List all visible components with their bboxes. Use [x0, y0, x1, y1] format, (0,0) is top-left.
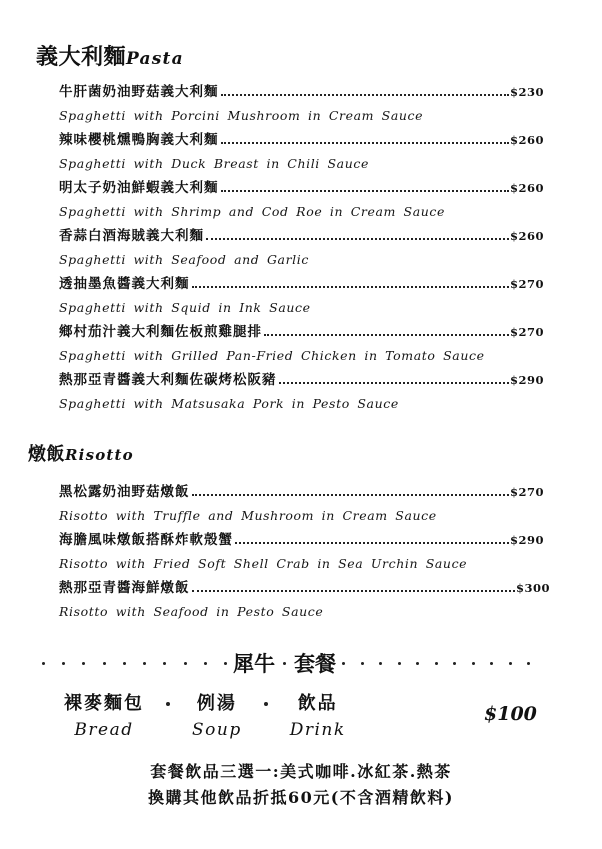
item-price: $300	[515, 581, 550, 595]
component-zh: 飲品	[297, 693, 338, 714]
menu-item	[59, 128, 544, 176]
item-name-zh: 透抽墨魚醬義大利麵	[59, 276, 190, 292]
menu-item	[59, 272, 544, 320]
item-price: $260	[509, 133, 544, 147]
set-meal-components	[64, 690, 404, 742]
set-component-soup	[192, 690, 242, 742]
menu-item	[59, 576, 550, 624]
item-name-zh: 明太子奶油鮮蝦義大利麵	[59, 180, 219, 196]
set-meal-title-part1: 犀牛	[233, 651, 275, 676]
dot-leader	[264, 333, 509, 336]
component-zh: 例湯	[196, 693, 237, 714]
item-name-en: Spaghetti with Seafood and Garlic	[59, 252, 309, 267]
dot-leader	[235, 541, 509, 544]
item-name-zh: 熱那亞青醬義大利麵佐碳烤松阪豬	[59, 372, 277, 388]
set-meal-header	[36, 648, 536, 678]
item-name-zh: 海膽風味燉飯搭酥炸軟殼蟹	[59, 532, 233, 548]
risotto-title-en: Risotto	[65, 446, 134, 464]
menu-item	[59, 224, 544, 272]
item-name-en: Spaghetti with Grilled Pan-Fried Chicken in Tomato Sauce	[59, 348, 485, 363]
menu-item	[59, 368, 544, 416]
item-price: $270	[509, 485, 544, 499]
dot-leader	[221, 141, 509, 144]
item-price: $260	[509, 229, 544, 243]
component-separator	[144, 690, 192, 718]
risotto-section-title	[28, 440, 134, 466]
set-meal-note-line1: 套餐飲品三選一:美式咖啡.冰紅茶.熱茶	[150, 762, 452, 781]
menu-item	[59, 480, 544, 528]
component-en: Soup	[192, 720, 242, 740]
set-meal-note-line2: 換購其他飲品折抵60元(不含酒精飲料)	[148, 788, 454, 807]
item-name-zh: 黑松露奶油野菇燉飯	[59, 484, 190, 500]
item-name-zh: 牛肝菌奶油野菇義大利麵	[59, 84, 219, 100]
pasta-item-list	[59, 80, 544, 416]
set-component-bread	[64, 690, 144, 742]
item-name-zh: 鄉村茄汁義大利麵佐板煎雞腿排	[59, 324, 262, 340]
component-en: Drink	[289, 720, 346, 740]
dot-leader	[221, 93, 509, 96]
dot-leader	[192, 589, 515, 592]
pasta-section-title	[36, 40, 184, 71]
component-separator	[242, 690, 290, 718]
pasta-title-en: Pasta	[126, 49, 184, 69]
menu-item	[59, 320, 544, 368]
item-name-zh: 熱那亞青醬海鮮燉飯	[59, 580, 190, 596]
item-price: $270	[509, 325, 544, 339]
risotto-item-list	[59, 480, 550, 624]
set-meal-title	[233, 648, 336, 678]
set-meal-price: $100	[484, 703, 537, 725]
dot-divider-left	[36, 662, 233, 665]
item-name-en: Spaghetti with Duck Breast in Chili Sauce	[59, 156, 369, 171]
dot-leader	[192, 493, 509, 496]
item-name-en: Spaghetti with Squid in Ink Sauce	[59, 300, 311, 315]
menu-item	[59, 80, 544, 128]
item-name-en: Risotto with Seafood in Pesto Sauce	[59, 604, 324, 619]
item-name-zh: 香蒜白酒海賊義大利麵	[59, 228, 204, 244]
item-name-zh: 辣味櫻桃燻鴨胸義大利麵	[59, 132, 219, 148]
item-price: $270	[509, 277, 544, 291]
component-zh: 裸麥麵包	[64, 693, 144, 714]
item-price: $290	[509, 533, 544, 547]
item-name-en: Spaghetti with Porcini Mushroom in Cream Sauce	[59, 108, 424, 123]
title-separator-dot	[283, 662, 286, 665]
item-name-en: Risotto with Fried Soft Shell Crab in Sea Urchin Sauce	[59, 556, 468, 571]
item-price: $230	[509, 85, 544, 99]
dot-leader	[279, 381, 509, 384]
dot-leader	[192, 285, 509, 288]
item-name-en: Spaghetti with Matsusaka Pork in Pesto Sauce	[59, 396, 399, 411]
item-name-en: Spaghetti with Shrimp and Cod Roe in Cream Sauce	[59, 204, 445, 219]
set-meal-title-part2: 套餐	[294, 651, 336, 676]
pasta-title-zh: 義大利麵	[36, 44, 127, 70]
item-name-en: Risotto with Truffle and Mushroom in Cream Sauce	[59, 508, 437, 523]
item-price: $290	[509, 373, 544, 387]
risotto-title-zh: 燉飯	[28, 444, 65, 465]
dot-leader	[206, 237, 509, 240]
dot-divider-right	[336, 662, 536, 665]
set-component-drink	[290, 690, 346, 742]
dot-leader	[221, 189, 509, 192]
item-price: $260	[509, 181, 544, 195]
menu-item	[59, 528, 544, 576]
component-en: Bread	[74, 720, 134, 740]
menu-item	[59, 176, 544, 224]
